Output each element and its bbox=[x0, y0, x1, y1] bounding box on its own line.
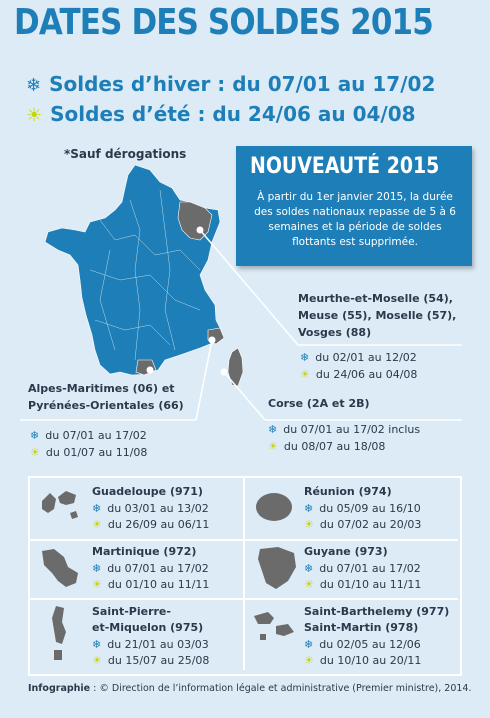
sun-icon: ☀ bbox=[304, 518, 314, 531]
grid-divider-2 bbox=[30, 598, 458, 600]
corse-summer-dates: du 08/07 au 18/08 bbox=[283, 440, 386, 453]
footer-credit-text: : © Direction de l’information légale et administrative (Premier ministre), 2014. bbox=[90, 683, 472, 694]
grid-divider-1 bbox=[30, 539, 458, 541]
sun-icon: ☀ bbox=[92, 518, 102, 531]
nouveaute-heading: NOUVEAUTÉ 2015 bbox=[250, 154, 440, 179]
alpes-label bbox=[28, 380, 184, 414]
sun-icon: ☀ bbox=[92, 654, 102, 667]
saint-pierre-summer bbox=[92, 653, 209, 669]
winter-sales-label: Soldes d’hiver : du 07/01 au 17/02 bbox=[49, 72, 436, 96]
sun-icon: ☀ bbox=[30, 446, 40, 459]
snowflake-icon: ❄ bbox=[26, 75, 42, 96]
martinique-summer-dates: du 01/10 au 11/11 bbox=[107, 578, 210, 591]
guyane-summer-dates: du 01/10 au 11/11 bbox=[319, 578, 422, 591]
meurthe-winter bbox=[300, 350, 417, 366]
alpes-summer bbox=[30, 445, 147, 461]
guyane-winter bbox=[304, 561, 421, 577]
sun-icon: ☀ bbox=[304, 578, 314, 591]
guyane-winter-dates: du 07/01 au 17/02 bbox=[319, 562, 421, 575]
guadeloupe-map bbox=[36, 483, 84, 531]
saint-barthelemy-summer-dates: du 10/10 au 20/11 bbox=[319, 654, 422, 667]
guadeloupe-summer-dates: du 26/09 au 06/11 bbox=[107, 518, 210, 531]
meurthe-label-line-2: Meuse (55), Moselle (57), bbox=[298, 309, 457, 322]
snowflake-icon: ❄ bbox=[268, 423, 278, 436]
meurthe-summer-dates: du 24/06 au 04/08 bbox=[315, 368, 418, 381]
reunion-summer-dates: du 07/02 au 20/03 bbox=[319, 518, 422, 531]
alpes-label-line-1: Alpes-Maritimes (06) et bbox=[28, 382, 175, 395]
saint-barthelemy-name-line-1: Saint-Barthelemy (977) bbox=[304, 605, 450, 618]
corse-winter bbox=[268, 422, 420, 438]
martinique-winter-dates: du 07/01 au 17/02 bbox=[107, 562, 209, 575]
saint-pierre-name bbox=[92, 604, 203, 636]
guyane-map bbox=[254, 543, 300, 593]
snowflake-icon: ❄ bbox=[304, 562, 314, 575]
meurthe-label-line-1: Meurthe-et-Moselle (54), bbox=[298, 292, 453, 305]
reunion-summer bbox=[304, 517, 421, 533]
guadeloupe-summer bbox=[92, 517, 209, 533]
sun-icon: ☀ bbox=[268, 440, 278, 453]
snowflake-icon: ❄ bbox=[300, 351, 310, 364]
nouveaute-text: À partir du 1er janvier 2015, la durée des soldes nationaux repasse de 5 à 6 semaines et la période de soldes flottants est supprimée. bbox=[254, 191, 456, 248]
reunion-winter-dates: du 05/09 au 16/10 bbox=[319, 502, 421, 515]
guadeloupe-winter bbox=[92, 501, 209, 517]
saint-barthelemy-name-line-2: Saint-Martin (978) bbox=[304, 621, 419, 634]
guadeloupe-winter-dates: du 03/01 au 13/02 bbox=[107, 502, 209, 515]
alpes-label-line-2: Pyrénées-Orientales (66) bbox=[28, 399, 184, 412]
reunion-winter bbox=[304, 501, 421, 517]
saint-barthelemy-winter-dates: du 02/05 au 12/06 bbox=[319, 638, 421, 651]
martinique-name: Martinique (972) bbox=[92, 545, 197, 558]
saint-pierre-winter-dates: du 21/01 au 03/03 bbox=[107, 638, 209, 651]
reunion-map bbox=[252, 485, 296, 529]
alpes-winter-dates: du 07/01 au 17/02 bbox=[45, 429, 147, 442]
guyane-summer bbox=[304, 577, 421, 593]
meurthe-winter-dates: du 02/01 au 12/02 bbox=[315, 351, 417, 364]
corse-label: Corse (2A et 2B) bbox=[268, 397, 370, 410]
summer-sales-label: Soldes d’été : du 24/06 au 04/08 bbox=[50, 102, 416, 126]
guadeloupe-name: Guadeloupe (971) bbox=[92, 485, 203, 498]
grid-divider-vertical bbox=[243, 478, 245, 670]
martinique-summer bbox=[92, 577, 209, 593]
saint-barthelemy-winter bbox=[304, 637, 421, 653]
reunion-name: Réunion (974) bbox=[304, 485, 392, 498]
alpes-winter bbox=[30, 428, 147, 444]
sun-icon: ☀ bbox=[92, 578, 102, 591]
meurthe-label-line-3: Vosges (88) bbox=[298, 326, 372, 339]
snowflake-icon: ❄ bbox=[304, 638, 314, 651]
footer-credit-label: Infographie bbox=[28, 683, 91, 694]
saint-pierre-summer-dates: du 15/07 au 25/08 bbox=[107, 654, 210, 667]
page-title: DATES DES SOLDES 2015 bbox=[14, 2, 433, 43]
sun-icon: ☀ bbox=[300, 368, 310, 381]
sun-icon: ☀ bbox=[304, 654, 314, 667]
saint-pierre-winter bbox=[92, 637, 209, 653]
snowflake-icon: ❄ bbox=[92, 638, 102, 651]
exceptions-note: *Sauf dérogations bbox=[64, 147, 187, 161]
guyane-name: Guyane (973) bbox=[304, 545, 388, 558]
snowflake-icon: ❄ bbox=[92, 502, 102, 515]
snowflake-icon: ❄ bbox=[304, 502, 314, 515]
corse-winter-dates: du 07/01 au 17/02 inclus bbox=[283, 423, 421, 436]
martinique-map bbox=[34, 543, 84, 593]
corse-summer bbox=[268, 439, 385, 455]
saint-pierre-name-line-2: et-Miquelon (975) bbox=[92, 621, 204, 634]
saint-barthelemy-map bbox=[250, 606, 300, 646]
saint-pierre-name-line-1: Saint-Pierre- bbox=[92, 605, 171, 618]
meurthe-label bbox=[298, 290, 456, 341]
meurthe-summer bbox=[300, 367, 417, 383]
saint-barthelemy-summer bbox=[304, 653, 421, 669]
saint-pierre-miquelon-map bbox=[40, 602, 80, 668]
snowflake-icon: ❄ bbox=[92, 562, 102, 575]
nouveaute-box bbox=[236, 146, 472, 266]
snowflake-icon: ❄ bbox=[30, 429, 40, 442]
saint-barthelemy-name bbox=[304, 604, 449, 636]
footer-credit bbox=[28, 683, 472, 694]
alpes-summer-dates: du 01/07 au 11/08 bbox=[45, 446, 148, 459]
martinique-winter bbox=[92, 561, 209, 577]
sun-icon: ☀ bbox=[26, 105, 43, 126]
